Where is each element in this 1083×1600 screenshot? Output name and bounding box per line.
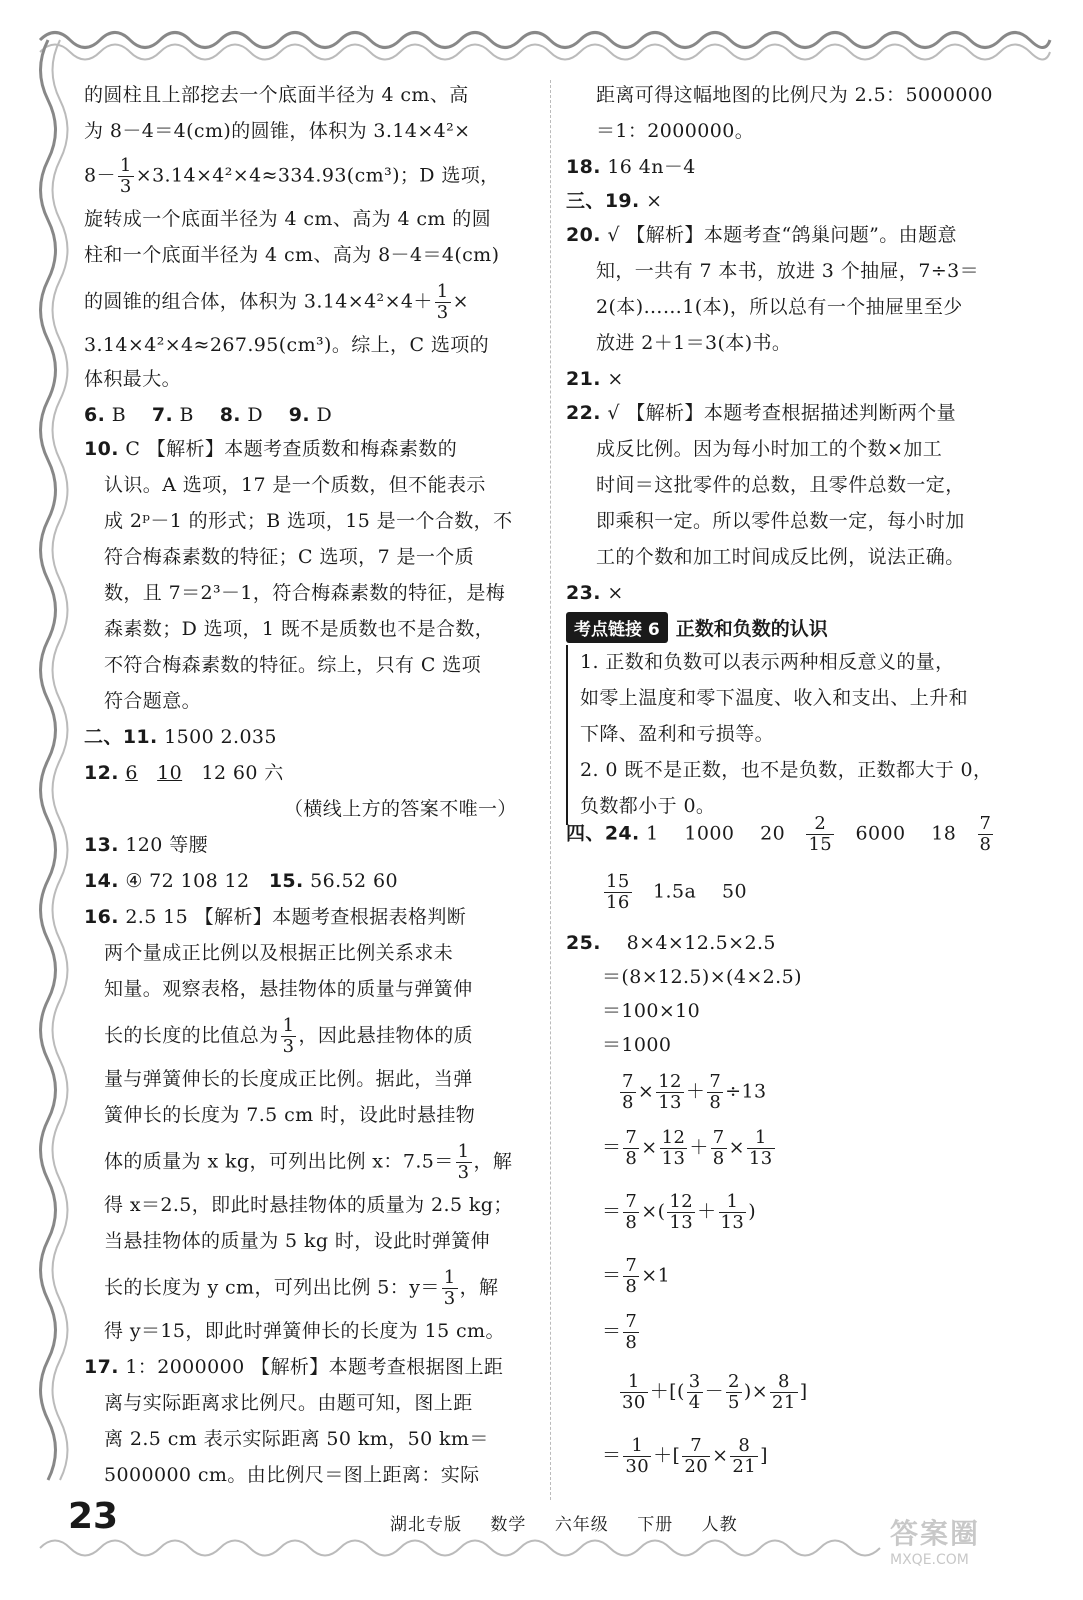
footer-info — [390, 1510, 760, 1535]
column-divider — [550, 80, 551, 1500]
answer: × — [646, 190, 663, 212]
text-line: 旋转成一个底面半径为 4 cm、高为 4 cm 的圆 — [84, 208, 492, 230]
expression-step: ＝100×10 — [602, 1000, 701, 1022]
footer-subject: 数学 — [490, 1515, 527, 1535]
text-line: 认识。A 选项，17 是一个质数，但不能表示 — [104, 474, 486, 496]
numerator: 2 — [728, 1371, 740, 1392]
question-number: 22. — [566, 402, 601, 424]
numerator: 1 — [282, 1015, 295, 1036]
fraction — [978, 814, 994, 855]
key-point-box — [566, 612, 1026, 825]
question-number: 14. — [84, 870, 119, 892]
text: 1：2000000 【解析】本题考查根据图上距 — [125, 1356, 504, 1378]
underlined-answer: 6 — [125, 762, 138, 784]
q19-line — [566, 188, 662, 214]
fraction — [456, 1142, 472, 1183]
text-line: 符合题意。 — [104, 690, 202, 712]
bracket: [( — [669, 1380, 685, 1403]
answer: ④ 72 108 12 — [125, 870, 250, 892]
fraction — [719, 1192, 747, 1233]
text-line: 2(本)……1(本)，所以总有一个抽屉里至少 — [596, 296, 963, 318]
footer-grade: 六年级 — [554, 1515, 609, 1535]
question-number: 21. — [566, 368, 601, 390]
section-prefix: 四、 — [566, 822, 605, 845]
denominator: 3 — [119, 176, 132, 197]
fraction — [747, 1128, 775, 1169]
operator: × — [728, 1136, 745, 1159]
answer: B — [179, 404, 194, 426]
question-number: 19. — [604, 190, 640, 212]
key-point-badge: 考点链接 6 — [566, 612, 668, 643]
text-line: ＝1：2000000。 — [596, 120, 755, 142]
operator: ×1 — [641, 1264, 671, 1287]
q24-line — [566, 814, 995, 855]
fraction — [620, 1072, 636, 1113]
text-line: 5000000 cm。由比例尺＝图上距离：实际 — [104, 1464, 480, 1486]
fraction — [623, 1436, 651, 1477]
question-number: 9. — [288, 404, 311, 426]
text-line: 负数都小于 0。 — [580, 795, 716, 817]
text: C 【解析】本题考查质数和梅森素数的 — [125, 438, 458, 460]
question-number: 16. — [84, 906, 119, 928]
operator: ) — [748, 1200, 757, 1223]
fraction — [435, 282, 451, 323]
expression-step — [602, 1312, 641, 1353]
text-line: 即乘积一定。所以零件总数一定，每小时加 — [596, 510, 965, 532]
numerator: 7 — [625, 1127, 638, 1148]
answer: 50 — [721, 880, 747, 903]
fraction — [770, 1372, 798, 1413]
fraction — [656, 1072, 684, 1113]
numerator: 1 — [623, 1436, 651, 1457]
answer: 20 — [760, 822, 786, 845]
text-line-with-fraction — [104, 1016, 473, 1057]
denominator: 8 — [709, 1092, 722, 1113]
text: 的圆锥的组合体，体积为 3.14×4²×4＋ — [84, 290, 433, 313]
fraction — [730, 1436, 758, 1477]
question-number: 7. — [151, 404, 174, 426]
underlined-answer: 10 — [157, 762, 183, 784]
denominator: 4 — [688, 1392, 701, 1413]
operator: ＋ — [697, 1200, 717, 1223]
question-number: 25. — [566, 932, 601, 954]
answer: 1 — [646, 822, 659, 845]
text: 长的长度为 y cm，可列出比例 5：y＝ — [104, 1276, 440, 1299]
text-line: 当悬挂物体的质量为 5 kg 时，设此时弹簧伸 — [104, 1230, 491, 1252]
question-number: 15. — [268, 870, 304, 892]
equals: ＝ — [602, 1136, 622, 1159]
numerator: 8 — [730, 1436, 758, 1457]
answer: 56.52 60 — [310, 870, 398, 892]
q12-line — [84, 760, 284, 786]
numerator: 1 — [436, 281, 449, 302]
text-line: 量与弹簧伸长的长度成正比例。据此，当弹 — [104, 1068, 473, 1090]
answer: 1500 2.035 — [164, 726, 277, 748]
answer: × — [607, 582, 624, 604]
q14-15-line — [84, 868, 398, 894]
watermark-logo — [890, 1512, 980, 1568]
text-line: 两个量成正比例以及根据正比例关系求未 — [104, 942, 454, 964]
denominator: 30 — [622, 1392, 646, 1413]
denominator: 8 — [712, 1148, 725, 1169]
fraction — [707, 1072, 723, 1113]
fraction — [623, 1256, 639, 1297]
denominator: 21 — [732, 1456, 757, 1477]
answer: 1000 — [684, 822, 735, 845]
text-line: 知量。观察表格，悬挂物体的质量与弹簧伸 — [104, 978, 473, 1000]
bracket: [ — [672, 1444, 681, 1467]
numerator: 1 — [443, 1267, 456, 1288]
numerator: 12 — [661, 1127, 686, 1148]
fraction — [604, 872, 632, 913]
text: ，解 — [473, 1150, 513, 1173]
text-line: 得 y＝15，即此时弹簧伸长的长度为 15 cm。 — [104, 1320, 505, 1342]
q17-line — [84, 1354, 503, 1380]
text-line: 数，且 7＝2³－1，符合梅森素数的特征，是梅 — [104, 582, 506, 604]
operator: ÷13 — [725, 1080, 767, 1103]
q11-line — [84, 724, 277, 750]
bracket: ] — [799, 1380, 808, 1403]
numerator: 1 — [457, 1141, 470, 1162]
answer: 12 60 六 — [201, 762, 284, 784]
numerator: 7 — [625, 1311, 638, 1332]
fraction — [281, 1016, 297, 1057]
denominator: 20 — [684, 1456, 709, 1477]
operator: × — [637, 1080, 655, 1103]
denominator: 13 — [661, 1148, 686, 1169]
answer: D — [247, 404, 264, 426]
text-line: 时间＝这批零件的总数，且零件总数一定， — [596, 474, 965, 496]
denominator: 3 — [457, 1162, 470, 1183]
text: 2.5 15 【解析】本题考查根据表格判断 — [125, 906, 467, 928]
section-prefix: 二、 — [84, 726, 123, 748]
text-line: 簧伸长的长度为 7.5 cm 时，设此时悬挂物 — [104, 1104, 476, 1126]
fraction — [623, 1192, 639, 1233]
expression: 8×4×12.5×2.5 — [626, 932, 776, 954]
operator: × — [712, 1444, 729, 1467]
answer: 16 4n－4 — [607, 156, 696, 178]
text-line: 工的个数和加工时间成反比例，说法正确。 — [596, 546, 965, 568]
denominator: 13 — [748, 1148, 773, 1169]
operator: )× — [743, 1380, 769, 1403]
numerator: 15 — [606, 871, 630, 892]
denominator: 8 — [625, 1276, 638, 1297]
page-number: 23 — [68, 1496, 119, 1537]
numerator: 2 — [806, 814, 834, 835]
answer: 120 等腰 — [125, 834, 209, 856]
key-point-body — [566, 645, 1026, 825]
denominator: 16 — [606, 892, 630, 913]
denominator: 3 — [282, 1036, 295, 1057]
numerator: 12 — [669, 1191, 694, 1212]
numerator: 12 — [658, 1071, 682, 1092]
fraction — [687, 1372, 703, 1413]
numerator: 7 — [712, 1127, 725, 1148]
fraction — [623, 1128, 639, 1169]
question-number: 10. — [84, 438, 119, 460]
q24-line-2 — [602, 872, 747, 913]
q25-line — [566, 930, 776, 956]
q22-line — [566, 400, 956, 426]
answer: 1.5a — [653, 880, 697, 903]
numerator: 1 — [119, 155, 132, 176]
denominator: 3 — [443, 1288, 456, 1309]
operator: － — [704, 1380, 725, 1403]
expression-step — [602, 1128, 777, 1169]
operator: ＋ — [649, 1380, 670, 1403]
operator: ＋ — [685, 1080, 706, 1103]
q10-line — [84, 436, 457, 462]
expression-step — [618, 1372, 808, 1413]
footer-volume: 下册 — [637, 1515, 674, 1535]
text: × — [452, 290, 469, 313]
key-point-title: 正数和负数的认识 — [675, 618, 828, 640]
q13-line — [84, 832, 208, 858]
numerator: 7 — [625, 1255, 638, 1276]
denominator: 13 — [658, 1092, 682, 1113]
text-line: 知，一共有 7 本书，放进 3 个抽屉，7÷3＝ — [596, 260, 980, 282]
equals: ＝ — [602, 1264, 622, 1287]
denominator: 13 — [720, 1212, 745, 1233]
text-line: 柱和一个底面半径为 4 cm、高为 8－4＝4(cm) — [84, 244, 500, 266]
question-number: 23. — [566, 582, 601, 604]
text-line: 2. 0 既不是正数，也不是负数，正数都大于 0， — [580, 759, 993, 781]
q16-line — [84, 904, 466, 930]
text-line: 成 2ᵖ－1 的形式；B 选项，15 是一个合数，不 — [104, 510, 513, 532]
text-line: 为 8－4＝4(cm)的圆锥，体积为 3.14×4²× — [84, 120, 471, 142]
text-line: 符合梅森素数的特征；C 选项，7 是一个质 — [104, 546, 475, 568]
text-line-with-fraction — [104, 1142, 512, 1183]
text-line-with-fraction — [84, 156, 500, 197]
numerator: 3 — [688, 1371, 701, 1392]
text-line: 3.14×4²×4≈267.95(cm³)。综上，C 选项的 — [84, 334, 490, 356]
equals: ＝ — [602, 1320, 622, 1343]
watermark-title: 答案圈 — [890, 1517, 981, 1550]
text: ×3.14×4²×4≈334.93(cm³)；D 选项， — [135, 164, 500, 187]
answer: × — [607, 368, 624, 390]
fraction — [620, 1372, 648, 1413]
equals: ＝ — [602, 1444, 622, 1467]
fraction — [667, 1192, 695, 1233]
text: 8－ — [84, 164, 116, 187]
q20-line — [566, 222, 957, 248]
operator: ＋ — [689, 1136, 709, 1159]
bracket: ] — [760, 1444, 768, 1467]
answers-6-to-9 — [84, 402, 332, 428]
section-prefix: 三、 — [566, 190, 605, 212]
text-line-with-fraction — [104, 1268, 498, 1309]
expression-step — [602, 1436, 768, 1477]
numerator: 1 — [747, 1128, 775, 1149]
numerator: 7 — [682, 1436, 710, 1457]
text: 长的长度的比值总为 — [104, 1024, 279, 1047]
text-line: 成反比例。因为每小时加工的个数×加工 — [596, 438, 943, 460]
question-number: 13. — [84, 834, 119, 856]
question-number: 20. — [566, 224, 601, 246]
text: 体的质量为 x kg，可列出比例 x：7.5＝ — [104, 1150, 454, 1173]
denominator: 8 — [625, 1212, 638, 1233]
question-number: 8. — [219, 404, 241, 426]
numerator: 1 — [719, 1192, 747, 1213]
equals: ＝ — [602, 1200, 622, 1223]
text-line-with-fraction — [84, 282, 469, 323]
fraction — [726, 1372, 742, 1413]
numerator: 7 — [625, 1191, 638, 1212]
answer: 18 — [931, 822, 957, 845]
answer: B — [111, 404, 127, 426]
text-line: 离 2.5 cm 表示实际距离 50 km，50 km＝ — [104, 1428, 489, 1450]
denominator: 21 — [772, 1392, 796, 1413]
q18-line — [566, 154, 696, 180]
footer-edition: 湖北专版 — [390, 1515, 462, 1535]
expression-step: ＝(8×12.5)×(4×2.5) — [602, 966, 802, 988]
text-line: 如零上温度和零下温度、收入和支出、上升和 — [580, 687, 969, 709]
expression-step — [618, 1072, 766, 1113]
text-line: 体积最大。 — [84, 368, 182, 390]
fraction — [711, 1128, 727, 1169]
denominator: 15 — [808, 834, 833, 855]
text: ，解 — [459, 1276, 499, 1299]
text-line: 的圆柱且上部挖去一个底面半径为 4 cm、高 — [84, 84, 469, 106]
denominator: 8 — [979, 834, 992, 855]
numerator: 7 — [622, 1071, 634, 1092]
text-line: 1. 正数和负数可以表示两种相反意义的量， — [580, 651, 955, 673]
expression-step — [602, 1256, 670, 1297]
question-number: 18. — [566, 156, 601, 178]
fraction — [806, 814, 834, 855]
numerator: 7 — [709, 1071, 722, 1092]
denominator: 5 — [728, 1392, 740, 1413]
answer: 6000 — [855, 822, 906, 845]
answer: D — [316, 404, 333, 426]
question-number: 6. — [84, 404, 106, 426]
denominator: 8 — [625, 1148, 638, 1169]
operator: ＋ — [653, 1444, 673, 1467]
text-line: 得 x＝2.5，即此时悬挂物体的质量为 2.5 kg； — [104, 1194, 513, 1216]
footer-publisher: 人教 — [701, 1515, 738, 1535]
q21-line — [566, 366, 624, 392]
fraction — [623, 1312, 639, 1353]
expression-step — [602, 1192, 756, 1233]
watermark-url: MXQE.COM — [890, 1552, 969, 1568]
text-line: 不符合梅森素数的特征。综上，只有 C 选项 — [104, 654, 482, 676]
text: √ 【解析】本题考查根据描述判断两个量 — [607, 402, 957, 424]
operator: × — [641, 1136, 658, 1159]
fraction — [442, 1268, 458, 1309]
text: √ 【解析】本题考查“鸽巢问题”。由题意 — [607, 224, 957, 246]
denominator: 3 — [436, 302, 449, 323]
denominator: 8 — [625, 1332, 638, 1353]
numerator: 8 — [770, 1372, 798, 1393]
text-line: 森素数；D 选项，1 既不是质数也不是合数， — [104, 618, 495, 640]
fraction — [660, 1128, 688, 1169]
denominator: 30 — [625, 1456, 650, 1477]
text: ，因此悬挂物体的质 — [298, 1024, 474, 1047]
operator: ×( — [641, 1200, 666, 1223]
note: （横线上方的答案不唯一） — [284, 798, 517, 820]
numerator: 1 — [620, 1372, 648, 1393]
question-number: 17. — [84, 1356, 119, 1378]
expression-step: ＝1000 — [602, 1034, 672, 1056]
fraction — [118, 156, 134, 197]
text-line: 放进 2＋1＝3(本)书。 — [596, 332, 792, 354]
text-line: 距离可得这幅地图的比例尺为 2.5：5000000 — [596, 84, 993, 106]
text-line: 下降、盈利和亏损等。 — [580, 723, 775, 745]
numerator: 7 — [979, 813, 992, 834]
denominator: 8 — [622, 1092, 634, 1113]
q23-line — [566, 580, 624, 606]
denominator: 13 — [669, 1212, 694, 1233]
question-number: 24. — [604, 822, 640, 845]
text-line: 离与实际距离求比例尺。由题可知，图上距 — [104, 1392, 473, 1414]
question-number: 12. — [84, 762, 119, 784]
question-number: 11. — [122, 726, 158, 748]
fraction — [682, 1436, 710, 1477]
